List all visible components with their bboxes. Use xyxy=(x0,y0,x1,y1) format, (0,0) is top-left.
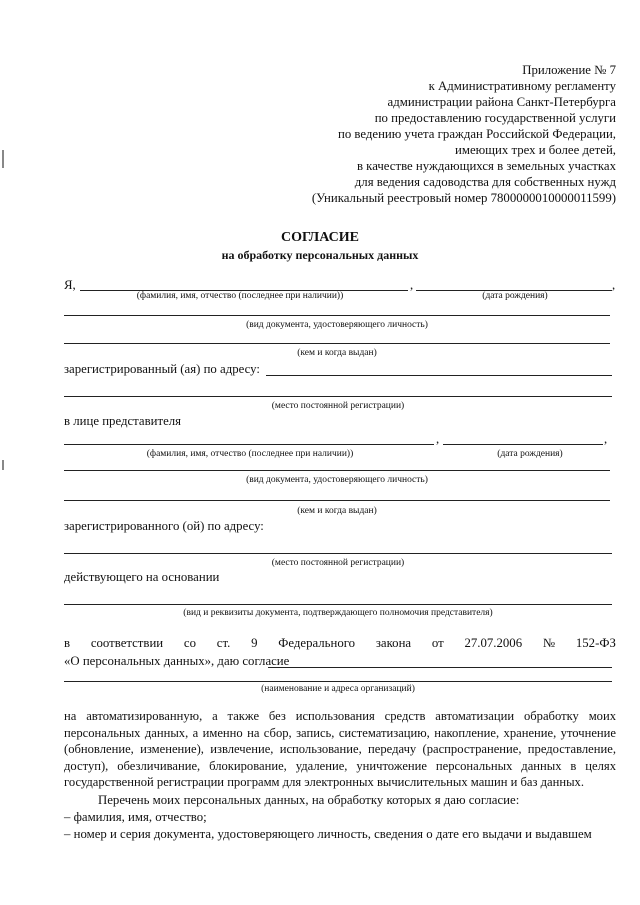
acting-basis-label: действующего на основании xyxy=(64,570,220,584)
law-word: № xyxy=(542,636,556,650)
comma: , xyxy=(612,278,616,292)
comma: , xyxy=(604,432,608,446)
law-word: 9 xyxy=(251,636,258,650)
law-word: в xyxy=(64,636,71,650)
law-reference-line xyxy=(64,636,616,651)
list-item: – фамилия, имя, отчество; xyxy=(64,810,207,824)
caption-issued: (кем и когда выдан) xyxy=(297,348,377,358)
rep-caption-document: (вид документа, удостоверяющего личность) xyxy=(246,475,428,485)
address-field[interactable] xyxy=(266,375,612,376)
comma: , xyxy=(436,432,440,446)
header-line: Приложение № 7 xyxy=(522,63,616,77)
consent-paragraph: на автоматизированную, а также без использования средств автоматизации обработку моих персональных данных, а именно на сбор, запись, систематизацию, накопление, хранение, уточнение (обновление, изменение), извлечение, использование, передачу (распространение, предоставление, доступ), обезличивание, блокирование, удаление, уничтожение персональных данных в целях государственной регистрации программ для электронных вычислительных машин и баз данных. xyxy=(64,709,616,789)
scan-edge-mark xyxy=(2,150,4,168)
law-word: Федерального xyxy=(278,636,356,650)
rep-identity-document-field[interactable] xyxy=(64,470,610,471)
law-date: 27.07.2006 xyxy=(464,636,523,650)
organizations-field[interactable] xyxy=(268,667,612,668)
rep-issued-by-field[interactable] xyxy=(64,500,610,501)
caption-dob: (дата рождения) xyxy=(482,291,548,301)
authority-document-field[interactable] xyxy=(64,604,612,605)
caption-document: (вид документа, удостоверяющего личность) xyxy=(246,320,428,330)
comma: , xyxy=(410,278,414,292)
law-number: 152-ФЗ xyxy=(575,636,616,650)
caption-fio: (фамилия, имя, отчество (последнее при наличии)) xyxy=(136,291,344,301)
law-word: ст. xyxy=(216,636,231,650)
header-line: в качестве нуждающихся в земельных участках xyxy=(356,159,616,173)
representative-label: в лице представителя xyxy=(64,414,182,428)
rep-caption-issued: (кем и когда выдан) xyxy=(297,506,377,516)
consent-line-label: «О персональных данных», даю согласие xyxy=(64,654,290,668)
law-word: от xyxy=(431,636,444,650)
caption-organizations: (наименование и адреса организаций) xyxy=(261,684,415,694)
address-field-continued[interactable] xyxy=(64,396,612,397)
law-word: закона xyxy=(375,636,412,650)
law-word: со xyxy=(183,636,197,650)
identity-document-field[interactable] xyxy=(64,315,610,316)
issued-by-field[interactable] xyxy=(64,343,610,344)
header-line: по ведению учета граждан Российской Федерации, xyxy=(337,127,616,141)
scan-edge-mark xyxy=(2,460,4,470)
header-line: для ведения садоводства для собственных нужд xyxy=(354,175,616,189)
list-intro: Перечень моих персональных данных, на обработку которых я даю согласие: xyxy=(98,793,520,807)
header-line: имеющих трех и более детей, xyxy=(455,143,616,157)
list-item: – номер и серия документа, удостоверяющего личность, сведения о дате его выдачи и выдавшем xyxy=(64,827,592,841)
header-line: по предоставлению государственной услуги xyxy=(374,111,616,125)
rep-fio-field[interactable] xyxy=(64,444,434,445)
rep-caption-dob: (дата рождения) xyxy=(497,449,563,459)
header-line: администрации района Санкт-Петербурга xyxy=(387,95,616,109)
document-title: СОГЛАСИЕ xyxy=(281,230,359,245)
document-subtitle: на обработку персональных данных xyxy=(221,248,419,262)
caption-authority: (вид и реквизиты документа, подтверждающего полномочия представителя) xyxy=(183,608,493,618)
law-word: соответствии xyxy=(90,636,164,650)
rep-registered-label: зарегистрированного (ой) по адресу: xyxy=(64,519,264,533)
rep-dob-field[interactable] xyxy=(443,444,603,445)
organizations-field-continued[interactable] xyxy=(64,681,612,682)
rep-caption-residence: (место постоянной регистрации) xyxy=(271,558,405,568)
ya-label: Я, xyxy=(64,278,76,292)
registered-label: зарегистрированный (ая) по адресу: xyxy=(64,362,260,376)
caption-residence: (место постоянной регистрации) xyxy=(271,401,405,411)
header-line: к Административному регламенту xyxy=(428,79,616,93)
header-line: (Уникальный реестровый номер 7800000010000011599) xyxy=(311,191,616,205)
rep-caption-fio: (фамилия, имя, отчество (последнее при наличии)) xyxy=(146,449,354,459)
rep-address-field[interactable] xyxy=(64,553,612,554)
